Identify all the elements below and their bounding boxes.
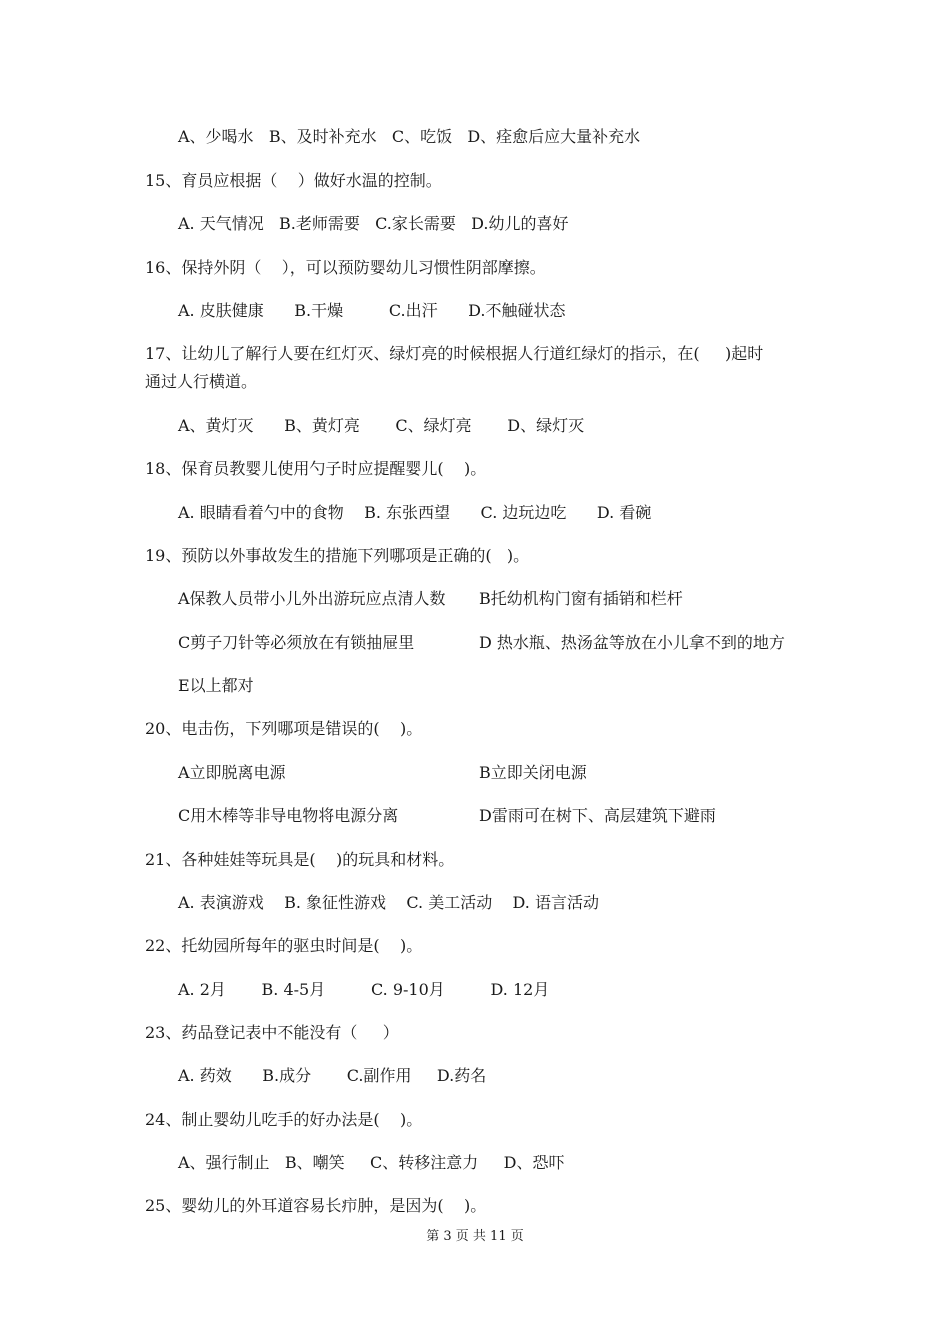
q24-options: A、强行制止 B、嘲笑 C、转移注意力 D、恐吓 xyxy=(178,1153,565,1172)
q19-option-e: E以上都对 xyxy=(178,676,254,695)
q23-options: A. 药效 B.成分 C.副作用 D.药名 xyxy=(178,1066,487,1085)
q23-stem: 23、药品登记表中不能没有（ ） xyxy=(145,1023,399,1042)
q19-option-c: C剪子刀针等必须放在有锁抽屉里 xyxy=(178,633,415,652)
q18-options: A. 眼睛看着勺中的食物 B. 东张西望 C. 边玩边吃 D. 看碗 xyxy=(178,503,652,522)
q17-stem: 17、让幼儿了解行人要在红灯灭、绿灯亮的时候根据人行道红绿灯的指示，在( )起时 xyxy=(145,344,764,363)
q25-stem: 25、婴幼儿的外耳道容易长疖肿，是因为( )。 xyxy=(145,1196,487,1215)
q16-options: A. 皮肤健康 B.干燥 C.出汗 D.不触碰状态 xyxy=(178,301,566,320)
q14-options: A、少喝水 B、及时补充水 C、吃饭 D、痊愈后应大量补充水 xyxy=(178,127,641,146)
q20-option-d: D雷雨可在树下、高层建筑下避雨 xyxy=(479,806,716,825)
q21-options: A. 表演游戏 B. 象征性游戏 C. 美工活动 D. 语言活动 xyxy=(178,893,599,912)
q16-stem: 16、保持外阴（ ），可以预防婴幼儿习惯性阴部摩擦。 xyxy=(145,258,546,277)
q20-stem: 20、电击伤，下列哪项是错误的( )。 xyxy=(145,719,423,738)
q19-option-d: D 热水瓶、热汤盆等放在小儿拿不到的地方 xyxy=(479,633,785,652)
q20-option-c: C用木棒等非导电物将电源分离 xyxy=(178,806,399,825)
q17-stem-cont: 通过人行横道。 xyxy=(145,372,258,391)
q19-option-a: A保教人员带小儿外出游玩应点清人数 xyxy=(178,589,446,608)
q24-stem: 24、制止婴幼儿吃手的好办法是( )。 xyxy=(145,1110,423,1129)
q22-stem: 22、托幼园所每年的驱虫时间是( )。 xyxy=(145,936,423,955)
q15-options: A. 天气情况 B.老师需要 C.家长需要 D.幼儿的喜好 xyxy=(178,214,569,233)
q22-options: A. 2月 B. 4-5月 C. 9-10月 D. 12月 xyxy=(178,980,550,999)
page-footer: 第 3 页 共 11 页 xyxy=(426,1229,524,1244)
q17-options: A、黄灯灭 B、黄灯亮 C、绿灯亮 D、绿灯灭 xyxy=(178,416,585,435)
q18-stem: 18、保育员教婴儿使用勺子时应提醒婴儿( )。 xyxy=(145,459,487,478)
q21-stem: 21、各种娃娃等玩具是( )的玩具和材料。 xyxy=(145,850,455,869)
q15-stem: 15、育员应根据（ ）做好水温的控制。 xyxy=(145,171,442,190)
q19-stem: 19、预防以外事故发生的措施下列哪项是正确的( )。 xyxy=(145,546,530,565)
q19-option-b: B托幼机构门窗有插销和栏杆 xyxy=(479,589,683,608)
q20-option-a: A立即脱离电源 xyxy=(178,763,286,782)
q20-option-b: B立即关闭电源 xyxy=(479,763,587,782)
